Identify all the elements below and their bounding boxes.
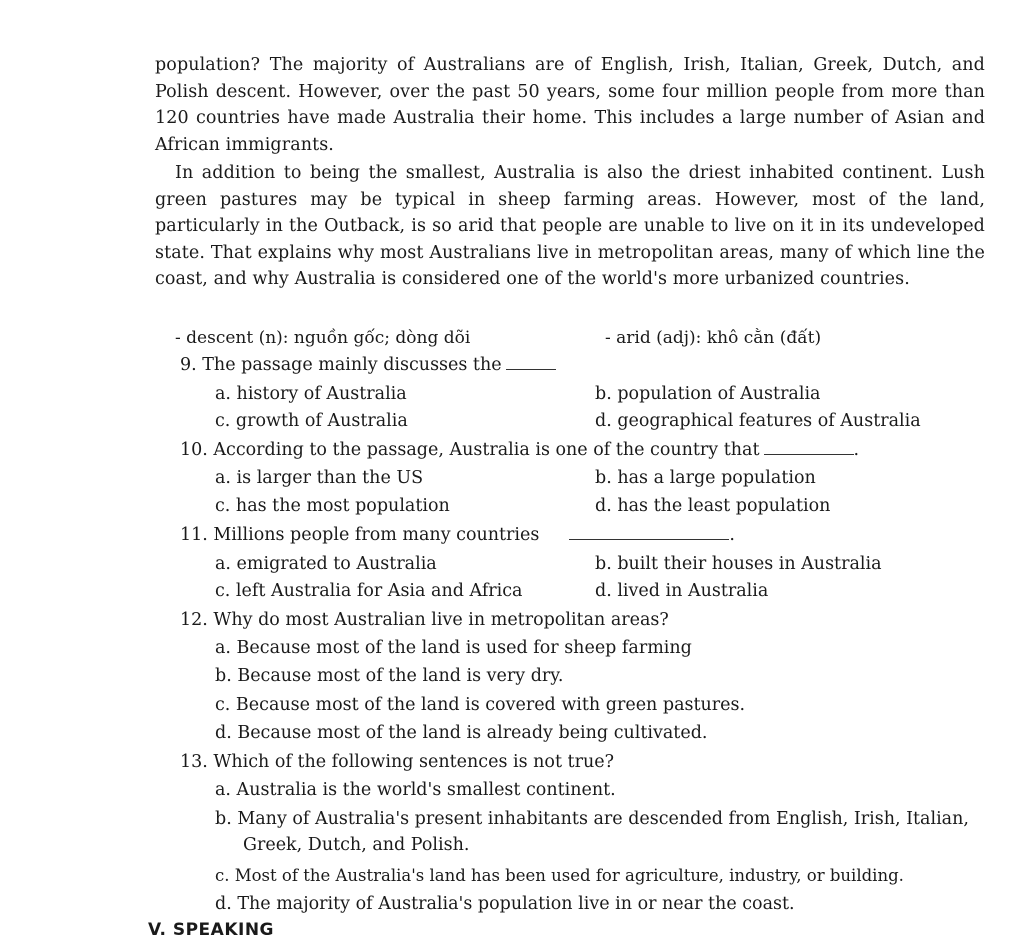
question-12-stem: 12. Why do most Australian live in metropolitan areas? (180, 610, 669, 630)
glossary-descent: - descent (n): nguồn gốc; dòng dõi (175, 328, 471, 348)
question-13-option-d: d. The majority of Australia's population live in or near the coast. (215, 894, 795, 914)
question-9-option-c: c. growth of Australia (215, 411, 408, 431)
question-13-option-a: a. Australia is the world's smallest continent. (215, 780, 616, 800)
answer-blank (506, 355, 556, 370)
question-12-option-c: c. Because most of the land is covered with green pastures. (215, 695, 746, 715)
glossary-arid: - arid (adj): khô cằn (đất) (605, 328, 822, 348)
question-9-option-a: a. history of Australia (215, 384, 407, 404)
question-12-option-d: d. Because most of the land is already being cultivated. (215, 723, 708, 743)
answer-blank (569, 525, 729, 540)
passage-paragraph-1: population? The majority of Australians are of English, Irish, Italian, Greek, Dutch, and Polish descent. However, over the past 50 years, some four million people from more than 120 countries have made Australia their home. This includes a large number of Asian and African immigrants. (155, 55, 985, 155)
answer-blank (764, 440, 854, 455)
question-11-option-d: d. lived in Australia (595, 581, 769, 601)
question-11: 11. Millions people from many countries . (180, 525, 735, 545)
question-10-option-a: a. is larger than the US (215, 468, 424, 488)
question-13-stem: 13. Which of the following sentences is not true? (180, 752, 614, 772)
question-11-option-c: c. left Australia for Asia and Africa (215, 581, 523, 601)
question-9 (180, 352, 556, 378)
question-12-option-b: b. Because most of the land is very dry. (215, 666, 564, 686)
question-10-option-c: c. has the most population (215, 496, 450, 516)
question-13-option-b: b. Many of Australia's present inhabitants are descended from English, Irish, Italian, Greek, Dutch, and Polish. (215, 809, 969, 855)
question-9-stem: 9. The passage mainly discusses the (180, 355, 502, 375)
question-11-stem: 11. Millions people from many countries (180, 525, 540, 545)
question-10-option-d: d. has the least population (595, 496, 831, 516)
question-12-option-a: a. Because most of the land is used for sheep farming (215, 638, 692, 658)
question-11-option-a: a. emigrated to Australia (215, 554, 437, 574)
question-12 (180, 607, 669, 633)
question-9-option-d: d. geographical features of Australia (595, 411, 921, 431)
question-10: 10. According to the passage, Australia is one of the country that . (180, 440, 860, 460)
question-10-option-b: b. has a large population (595, 468, 816, 488)
question-11-option-b: b. built their houses in Australia (595, 554, 882, 574)
passage-paragraph-2: In addition to being the smallest, Australia is also the driest inhabited continent. Lush green pastures may be typical in sheep farming areas. However, most of the land, particularly in the Outback, is so arid that people are unable to live on it in its undeveloped state. That explains why most Australians live in metropolitan areas, many of which line the coast, and why Australia is considered one of the world's more urbanized countries. (155, 163, 985, 289)
section-heading-speaking: V. SPEAKING (148, 920, 274, 940)
question-10-stem: 10. According to the passage, Australia is one of the country that (180, 440, 760, 460)
question-13 (180, 749, 614, 775)
question-9-option-b: b. population of Australia (595, 384, 821, 404)
question-13-option-c: c. Most of the Australia's land has been used for agriculture, industry, or building. (215, 866, 904, 885)
